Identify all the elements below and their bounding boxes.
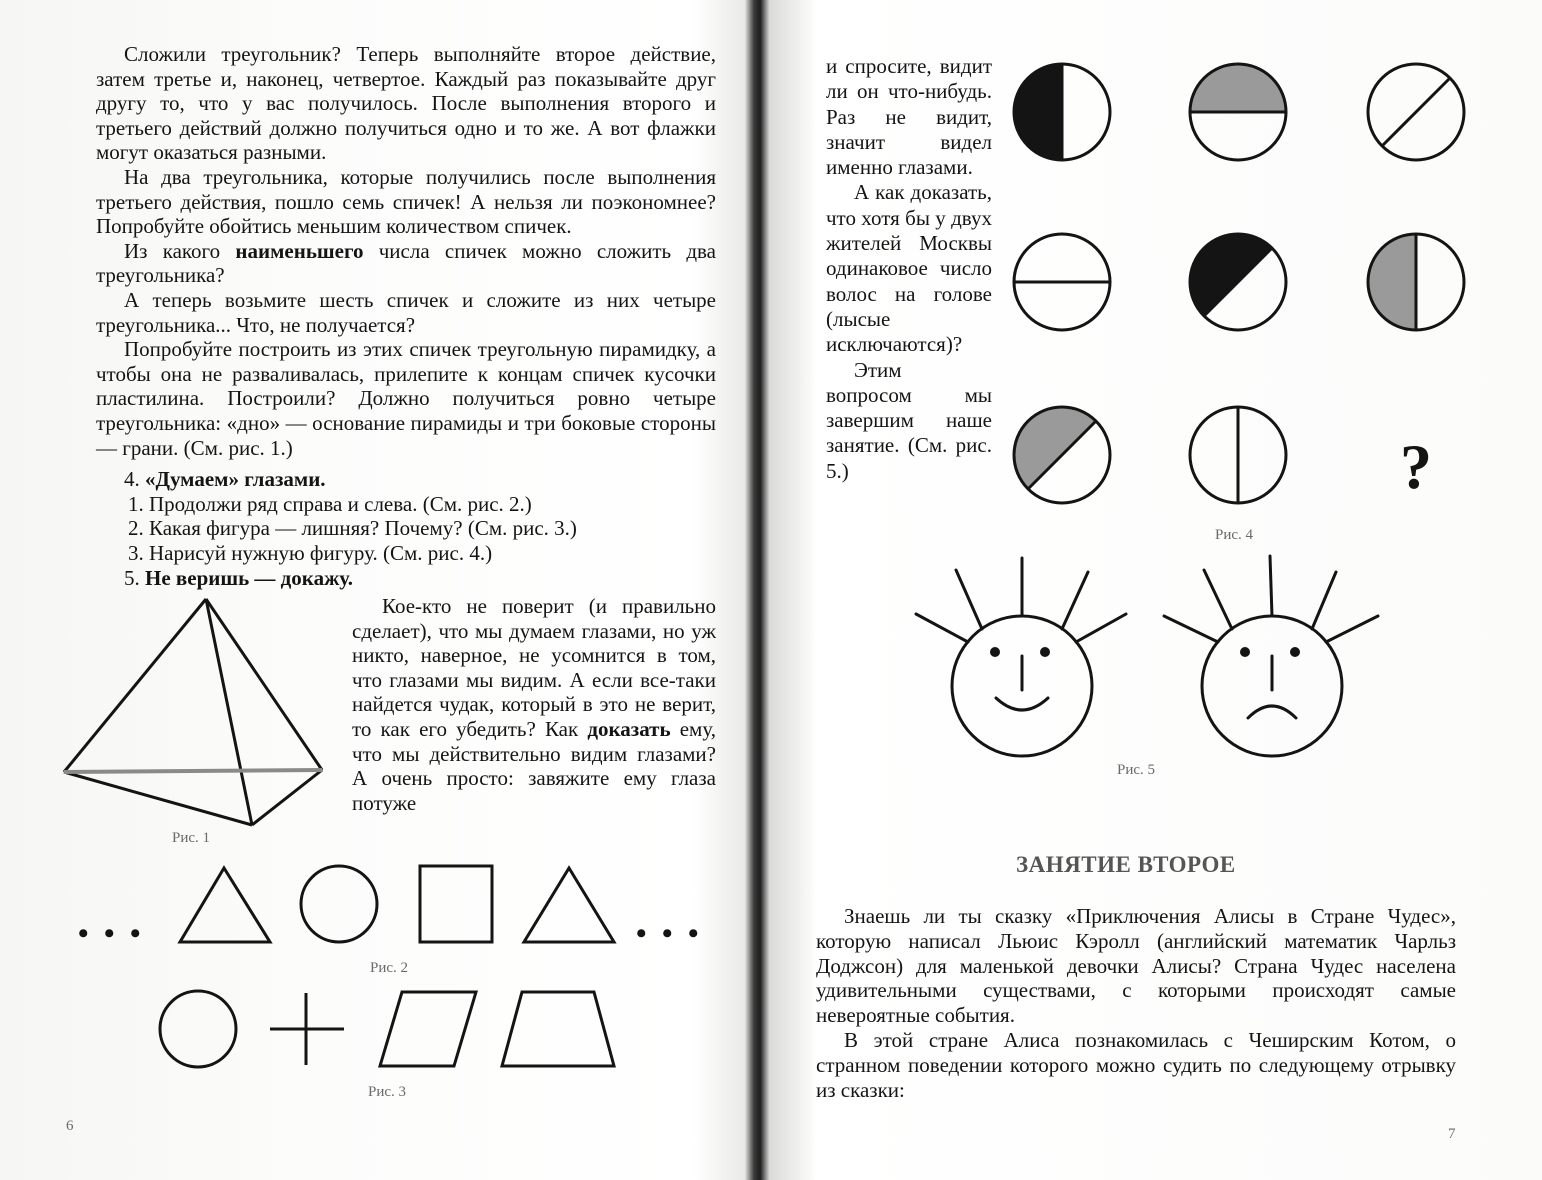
fig3-parallelogram [380, 992, 476, 1066]
task-3: 3. Нарисуй нужную фигуру. (См. рис. 4.) [128, 541, 493, 565]
fig3-trapezoid [502, 992, 614, 1066]
happy-face [916, 558, 1126, 756]
fig5-faces [912, 552, 1382, 764]
left-page [0, 0, 752, 1180]
fig4-circle-8 [1190, 407, 1286, 503]
happy-eye-right [1040, 647, 1050, 657]
fig4-question-mark: ? [1400, 431, 1432, 502]
fig2-dots-right: • • • [636, 917, 703, 950]
sad-eye-right [1290, 647, 1300, 657]
right-column-text [826, 54, 992, 484]
left-paragraph-2: На два треугольника, которые получились после выполнения третьего действия, пошло семь спичек! А нельзя ли поэкономнее? Попробуйте обойтись меньшим количеством спичек. [96, 164, 716, 239]
sad-face [1164, 556, 1378, 756]
fig2-shapes [176, 862, 616, 952]
fig1-caption: Рис. 1 [172, 830, 211, 846]
fig2-circle [301, 866, 377, 942]
fig5-caption: Рис. 5 [1117, 762, 1156, 778]
fig2-caption: Рис. 2 [370, 960, 409, 976]
pyramid-base-back [64, 770, 322, 772]
page-number-left: 6 [66, 1118, 74, 1134]
fig3-shapes [158, 988, 618, 1070]
fig4-circle-5 [1190, 234, 1286, 330]
happy-eye-left [990, 647, 1000, 657]
left-paragraph-4: А теперь возьмите шесть спичек и сложите из них четыре треугольника... Что, не получается? [96, 287, 716, 337]
fig2-triangle-1 [180, 868, 270, 942]
section-heading: ЗАНЯТИЕ ВТОРОЕ [1016, 852, 1236, 877]
section-5-heading: 5. Не веришь — докажу. [124, 566, 353, 590]
fig2-square [420, 866, 492, 942]
fig4-circle-7 [1014, 407, 1110, 503]
right-paragraph-3: Этим вопросом мы завершим наше занятие. (См. рис. 5.) [826, 357, 992, 483]
left-paragraph-5: Попробуйте построить из этих спичек треугольную пирамидку, а чтобы она не разваливалась, прилепите к концам спичек кусочки пластилина. Построили? Должно получиться ровно четыре треугольника: «дно» — основание пирамиды и три боковые стороны — грани. (См. рис. 1.) [96, 337, 716, 460]
right-bottom-text [816, 904, 1456, 1102]
fig2-triangle-2 [524, 868, 614, 942]
left-paragraph-3: Из какого наименьшего числа спичек можно сложить два треугольника? [96, 238, 716, 288]
right-paragraph-5: В этой стране Алиса познакомилась с Чеширским Котом, о странном поведении которого можно судить по следующему отрывку из сказки: [816, 1027, 1456, 1102]
fig4-caption: Рис. 4 [1215, 527, 1254, 543]
fig3-circle [160, 991, 236, 1067]
section-4-heading: 4. «Думаем» глазами. [124, 467, 326, 491]
right-paragraph-1: и спросите, видит ли он что-нибудь. Раз не видит, значит видел именно глазами. [826, 54, 992, 180]
pyramid-figure [60, 595, 330, 830]
task-2: 2. Какая фигура — лишняя? Почему? (См. рис. 3.) [128, 516, 577, 540]
task-1: 1. Продолжи ряд справа и слева. (См. рис. 2.) [128, 492, 532, 516]
pyramid-base-front-right [252, 770, 322, 825]
fig4-circle-2 [1190, 64, 1286, 160]
fig3-caption: Рис. 3 [368, 1084, 407, 1100]
left-paragraph-1: Сложили треугольник? Теперь выполняйте второе действие, затем третье и, наконец, четвертое. Каждый раз показывайте друг другу то, что у вас получилось. После выполнения второго и третьего действий должно получиться одно и то же. А вот флажки могут оказаться разными. [96, 42, 716, 165]
right-paragraph-4: Знаешь ли ты сказку «Приключения Алисы в Стране Чудес», которую написал Льюис Кэролл (английский математик Чарльз Доджсон) для маленькой девочки Алисы? Страна Чудес населена удивительными существами, с которыми происходят самые невероятные события. [816, 904, 1456, 1028]
fig4-circle-4 [1014, 234, 1110, 330]
fig4-circles [1004, 60, 1444, 520]
fig4-circle-6 [1368, 234, 1464, 330]
right-page [772, 0, 1542, 1180]
right-paragraph-2: А как доказать, что хотя бы у двух жителей Москвы одинаковое число волос на голове (лысые исключаются)? [826, 180, 992, 357]
pyramid-edge-left [64, 599, 206, 772]
fig4-circle-1 [1014, 64, 1110, 160]
page-number-right: 7 [1448, 1126, 1456, 1142]
left-main-text [96, 42, 716, 460]
fig2-dots-left: • • • [78, 917, 145, 950]
sad-eye-left [1240, 647, 1250, 657]
pyramid-base-front-left [64, 772, 252, 825]
left-paragraph-6: Кое-кто не поверит (и правильно сделает), что мы думаем глазами, но уж никто, наверное, не усомнится в том, что глазами мы видим. А если все-таки найдется чудак, который в это не верит, то как его убедить? Как доказать ему, что мы действительно видим глазами? А очень просто: завяжите ему глаза потуже [352, 594, 716, 815]
fig4-circle-3 [1368, 64, 1464, 160]
